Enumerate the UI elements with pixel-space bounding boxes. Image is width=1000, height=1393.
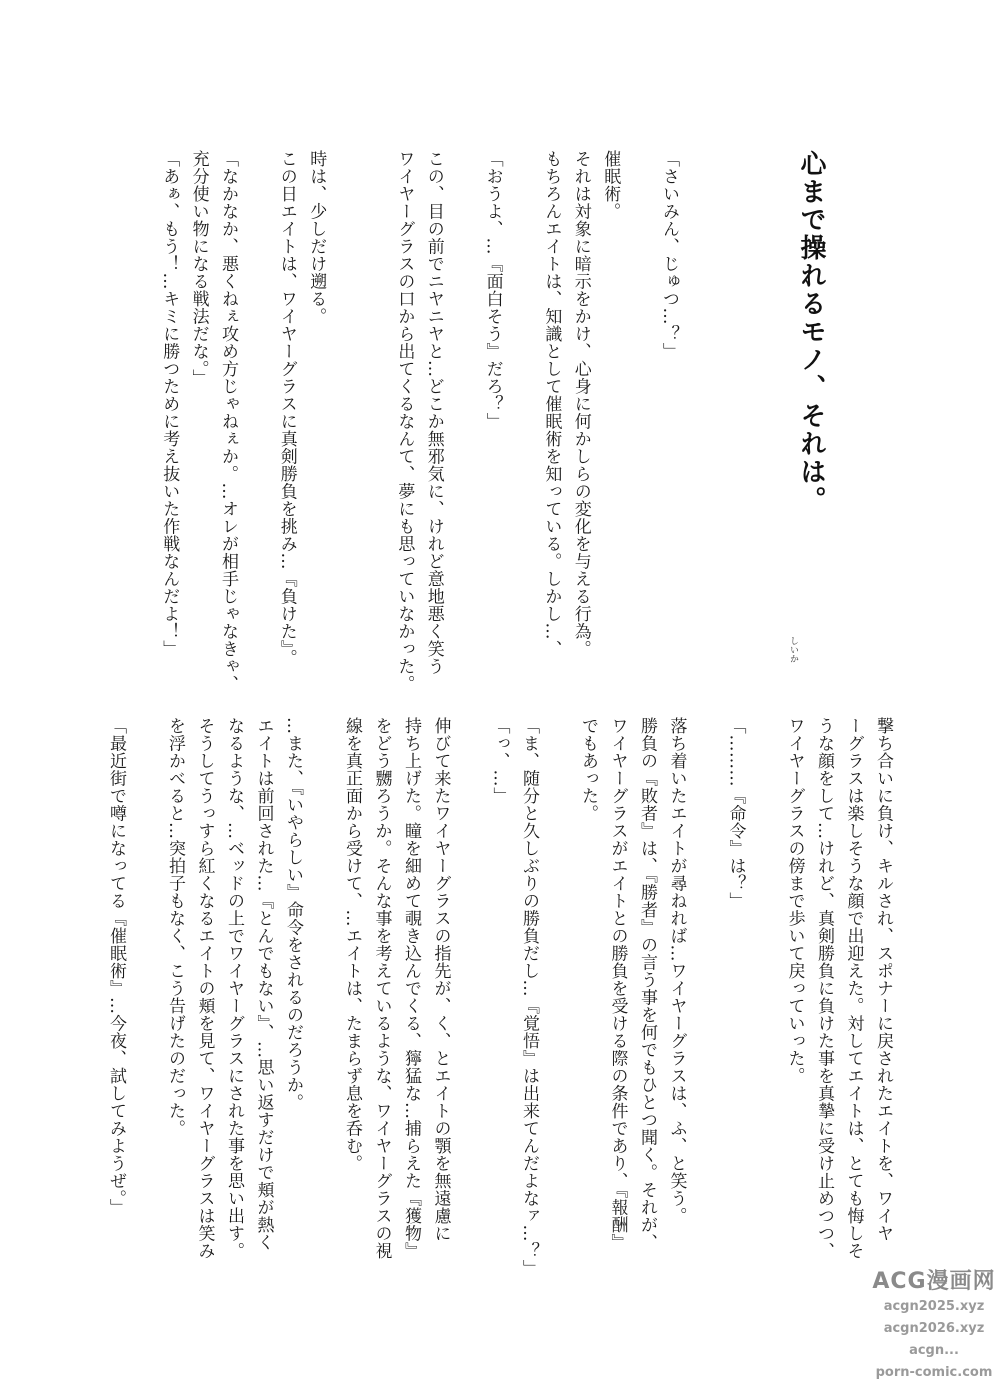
text-column: 伸びて来たワイヤーグラスの指先が、く、とエイトの顎を無遠慮に bbox=[430, 717, 451, 1242]
text-column: 「ま、随分と久しぶりの勝負だし…『覚悟』は出来てんだよなァ…？」 bbox=[519, 717, 539, 1277]
text-column: ワイヤーグラスの傍まで歩いて戻っていった。 bbox=[784, 717, 805, 1085]
text-column: …また、『いやらしい』命令をされるのだろうか。 bbox=[283, 717, 303, 1111]
watermark-logo: ACG漫画网 bbox=[872, 1269, 996, 1294]
text-column: 「っ、…」 bbox=[489, 717, 510, 805]
text-column: 「あぁ、もう！…キミに勝つために考え抜いた作戦なんだよ！」 bbox=[159, 150, 180, 658]
text-column: 勝負の『敗者』は、『勝者』の言う事を何でもひとつ聞く。それが、 bbox=[637, 717, 657, 1251]
text-column: 「なかなか、悪くねぇ攻め方じゃねぇか。…オレが相手じゃなきゃ、 bbox=[218, 150, 238, 693]
text-column: 線を真正面から受けて、…エイトは、たまらず息を呑む。 bbox=[342, 717, 362, 1172]
text-column: 「おうよ、…『面白そう』だろ？」 bbox=[482, 150, 503, 430]
text-column: 催眠術。 bbox=[600, 150, 621, 220]
watermark-url: porn-comic.com bbox=[875, 1365, 993, 1380]
text-column: 「最近街で噂になってる『催眠術』…今夜、試してみようぜ。」 bbox=[106, 717, 126, 1216]
text-column: もちろんエイトは、知識として催眠術を知っている。しかし…、 bbox=[541, 150, 562, 658]
text-column: ワイヤーグラスがエイトとの勝負を受ける際の条件であり、『報酬』 bbox=[607, 717, 628, 1251]
text-column: 充分使い物になる戦法だな。」 bbox=[188, 150, 209, 387]
text-column: それは対象に暗示をかけ、心身に何かしらの変化を与える行為。 bbox=[570, 150, 591, 658]
text-column: うな顔をして…けれど、真剣勝負に負けた事を真摯に受け止めつつ、 bbox=[814, 717, 834, 1260]
chapter-title: 心まで操れるモノ、それは。 bbox=[796, 150, 826, 514]
text-column: 持ち上げた。瞳を細めて覗き込んでくる、獰猛な…捕らえた『獲物』 bbox=[401, 717, 421, 1260]
text-column: 撃ち合いに負け、キルされ、スポナーに戻されたエイトを、ワイヤ bbox=[873, 717, 893, 1242]
text-column: 「………『命令』は？」 bbox=[725, 717, 746, 910]
text-column: 「さいみん、じゅつ…？」 bbox=[659, 150, 679, 360]
text-column: そうしてうっすら紅くなるエイトの頬を見て、ワイヤーグラスは笑み bbox=[194, 717, 215, 1260]
text-column: 時は、少しだけ遡る。 bbox=[306, 150, 327, 325]
text-column: この、目の前でニヤニヤと…どこか無邪気に、けれど意地悪く笑う bbox=[423, 150, 444, 675]
text-column: 落ち着いたエイトが尋ねれば…ワイヤーグラスは、ふ、と笑う。 bbox=[666, 717, 687, 1225]
watermark-url: acgn2026.xyz bbox=[883, 1321, 985, 1336]
text-column: ワイヤーグラスの口から出てくるなんて、夢にも思っていなかった。 bbox=[394, 150, 415, 693]
text-column: を浮かべると…突拍子もなく、こう告げたのだった。 bbox=[165, 717, 185, 1137]
text-column: なるような、…ベッドの上でワイヤーグラスにされた事を思い出す。 bbox=[224, 717, 244, 1260]
text-column: エイトは前回された…『とんでもない』、…思い返すだけで頬が熱く bbox=[253, 717, 274, 1251]
text-column: をどう嬲ろうか。そんな事を考えているような、ワイヤーグラスの視 bbox=[371, 717, 392, 1260]
furigana-ruby: しいか bbox=[788, 636, 798, 663]
text-column: でもあった。 bbox=[578, 717, 598, 822]
site-watermark bbox=[868, 1268, 1000, 1393]
watermark-url: acgn2025.xyz bbox=[883, 1299, 985, 1314]
watermark-url: acgn... bbox=[909, 1343, 959, 1358]
text-column: ーグラスは楽しそうな顔で出迎えた。対してエイトは、とても悔しそ bbox=[843, 717, 864, 1260]
text-column: この日エイトは、ワイヤーグラスに真剣勝負を挑み…『負けた』。 bbox=[276, 150, 297, 667]
